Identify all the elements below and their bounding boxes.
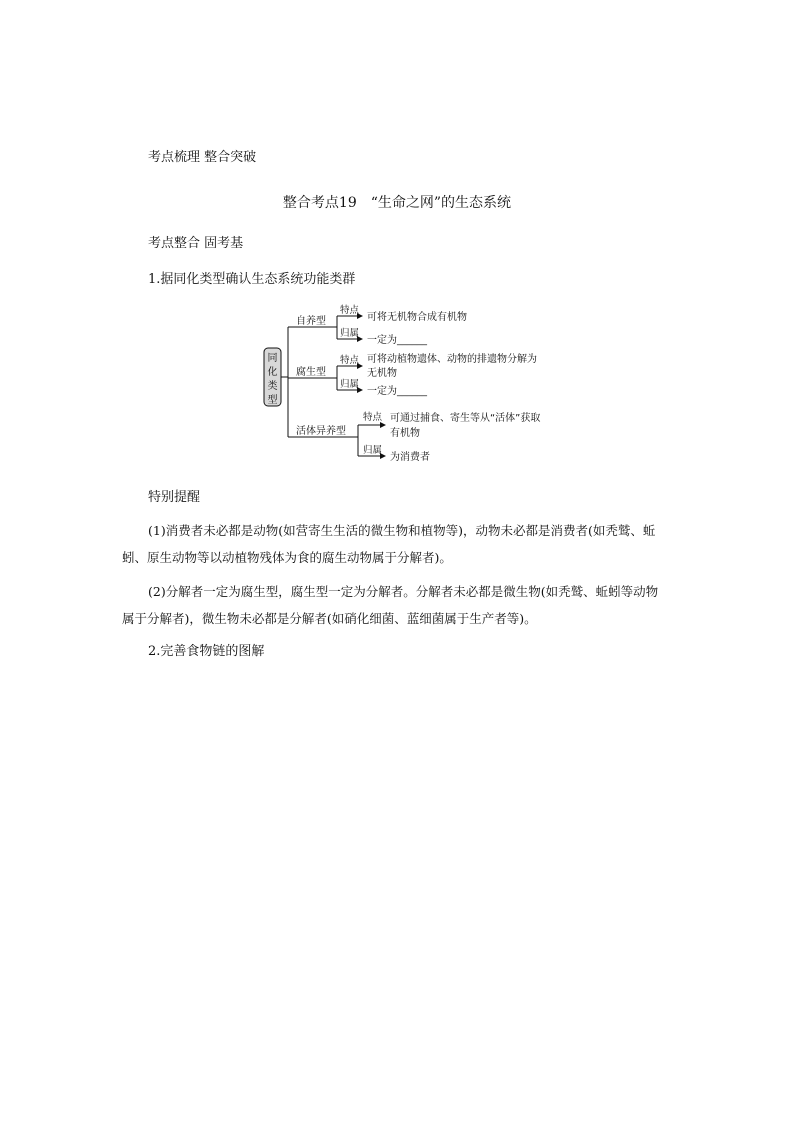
- root-char-1: 同: [267, 353, 278, 364]
- trait-label-1: 特点: [340, 305, 360, 316]
- root-char-2: 化: [267, 367, 278, 378]
- root-char-4: 型: [267, 395, 278, 406]
- item-1-heading: 1.据同化类型确认生态系统功能类群: [148, 272, 356, 287]
- section-header: 考点梳理 整合突破: [148, 150, 257, 165]
- reminder-paragraph-2: (2)分解者一定为腐生型，腐生型一定为分解者。分解者未必都是微生物(如秃鹫、蚯蚓等动物属于分解者)，微生物未必都是分解者(如硝化细菌、蓝细菌属于生产者等)。: [122, 584, 659, 626]
- trait-2-line-2: 无机物: [367, 368, 397, 379]
- root-char-3: 类: [267, 381, 278, 392]
- branch-living-heterotroph: 活体异养型: [296, 426, 346, 437]
- trait-1: 可将无机物合成有机物: [367, 312, 467, 323]
- trait-3-line-2: 有机物: [390, 428, 420, 439]
- trait-label-2: 特点: [340, 355, 360, 366]
- belong-label-1: 归属: [340, 328, 360, 339]
- page-title: 整合考点19 “生命之网”的生态系统: [282, 195, 512, 211]
- trait-3-line-1: 可通过捕食、寄生等从“活体”获取: [390, 413, 541, 424]
- belong-3: 为消费者: [390, 452, 430, 463]
- assimilation-type-diagram: [0, 0, 794, 480]
- item-2-heading: 2.完善食物链的图解: [148, 644, 265, 659]
- belong-1: 一定为______: [367, 335, 427, 346]
- subheading: 考点整合 固考基: [148, 236, 244, 251]
- trait-label-3: 特点: [363, 412, 383, 423]
- branch-saprophyte: 腐生型: [296, 367, 326, 378]
- reminder-heading: 特别提醒: [148, 490, 201, 505]
- belong-label-2: 归属: [340, 379, 360, 390]
- belong-2: 一定为______: [367, 386, 427, 397]
- branch-autotroph: 自养型: [296, 316, 326, 327]
- reminder-paragraph-1: (1)消费者未必都是动物(如营寄生生活的微生物和植物等)，动物未必都是消费者(如秃鹫、蚯蚓、原生动物等以动植物残体为食的腐生动物属于分解者)。: [122, 523, 656, 565]
- trait-2-line-1: 可将动植物遗体、动物的排遗物分解为: [367, 354, 537, 365]
- belong-label-3: 归属: [363, 445, 383, 456]
